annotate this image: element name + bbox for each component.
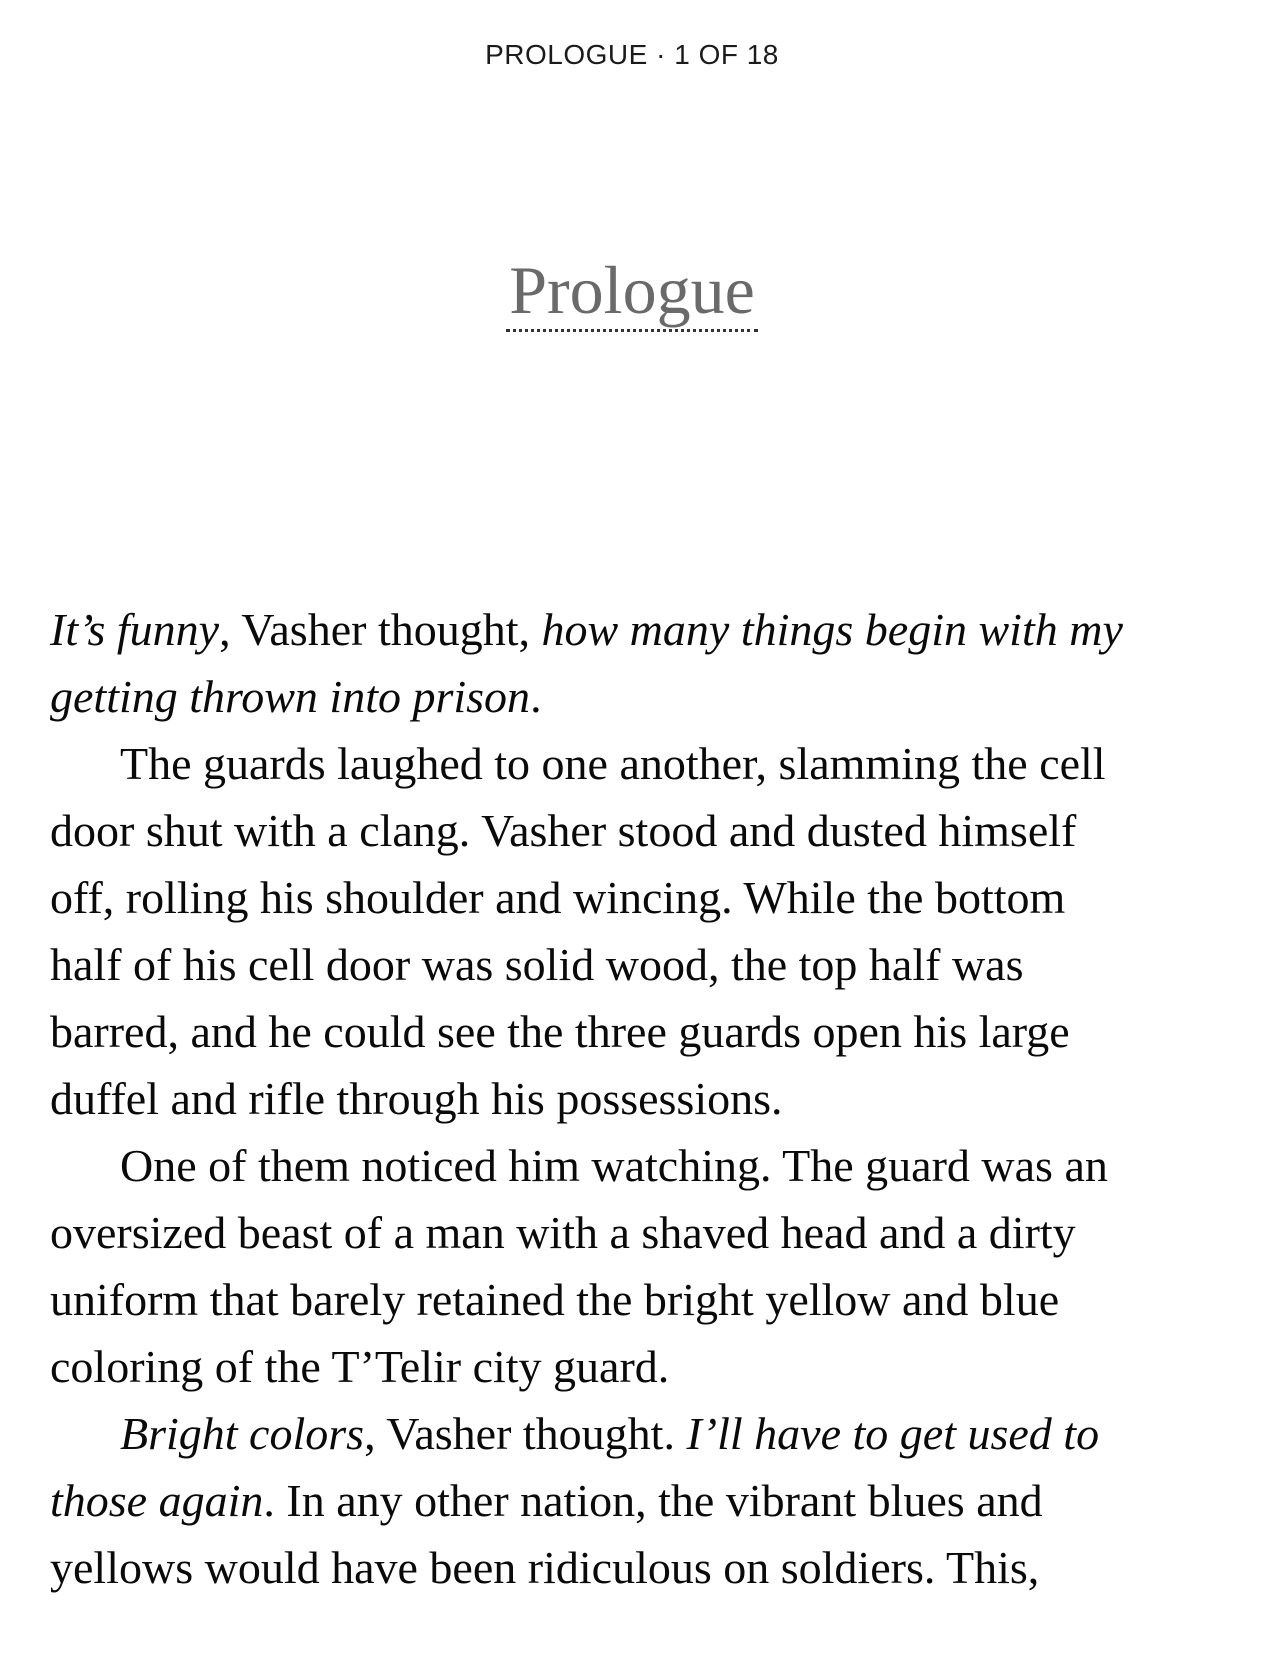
text-line	[50, 1400, 1214, 1467]
italic-text-segment: It’s funny	[50, 604, 220, 655]
text-segment: uniform that barely retained the bright yellow and blue	[50, 1274, 1060, 1325]
text-segment: half of his cell door was solid wood, the top half was	[50, 939, 1024, 990]
text-line	[50, 1065, 1214, 1132]
text-line	[50, 931, 1214, 998]
running-header-label: PROLOGUE · 1 OF 18	[485, 39, 779, 70]
text-segment: off, rolling his shoulder and wincing. While the bottom	[50, 872, 1066, 923]
text-segment: door shut with a clang. Vasher stood and dusted himself	[50, 805, 1077, 856]
text-line	[50, 1534, 1214, 1601]
text-segment: duffel and rifle through his possessions.	[50, 1073, 783, 1124]
italic-text-segment: Bright colors	[120, 1408, 365, 1459]
running-header	[0, 40, 1264, 70]
text-line	[50, 1467, 1214, 1534]
text-segment: oversized beast of a man with a shaved head and a dirty	[50, 1207, 1076, 1258]
text-line	[50, 797, 1214, 864]
italic-text-segment: those again	[50, 1475, 264, 1526]
text-segment: barred, and he could see the three guards open his large	[50, 1006, 1070, 1057]
text-segment: , Vasher thought.	[364, 1408, 687, 1459]
text-segment: .	[530, 671, 542, 722]
italic-text-segment: how many things begin with my	[541, 604, 1123, 655]
chapter-title: Prologue	[509, 252, 755, 328]
text-line	[50, 663, 1214, 730]
italic-text-segment: getting thrown into prison	[50, 671, 531, 722]
text-line	[50, 1266, 1214, 1333]
text-line	[50, 1199, 1214, 1266]
text-segment: , Vasher thought,	[219, 604, 542, 655]
text-segment: yellows would have been ridiculous on soldiers. This,	[50, 1542, 1040, 1593]
text-segment: coloring of the T’Telir city guard.	[50, 1341, 670, 1392]
body-text	[50, 596, 1214, 1601]
text-line	[50, 1333, 1214, 1400]
text-segment: . In any other nation, the vibrant blues and	[263, 1475, 1043, 1526]
text-line	[50, 730, 1214, 797]
text-segment: One of them noticed him watching. The guard was an	[120, 1140, 1108, 1191]
text-line	[50, 1132, 1214, 1199]
text-line	[50, 864, 1214, 931]
italic-text-segment: I’ll have to get used to	[686, 1408, 1100, 1459]
text-line	[50, 998, 1214, 1065]
text-line	[50, 596, 1214, 663]
text-segment: The guards laughed to one another, slamming the cell	[120, 738, 1106, 789]
title-dotted-rule	[506, 329, 758, 332]
